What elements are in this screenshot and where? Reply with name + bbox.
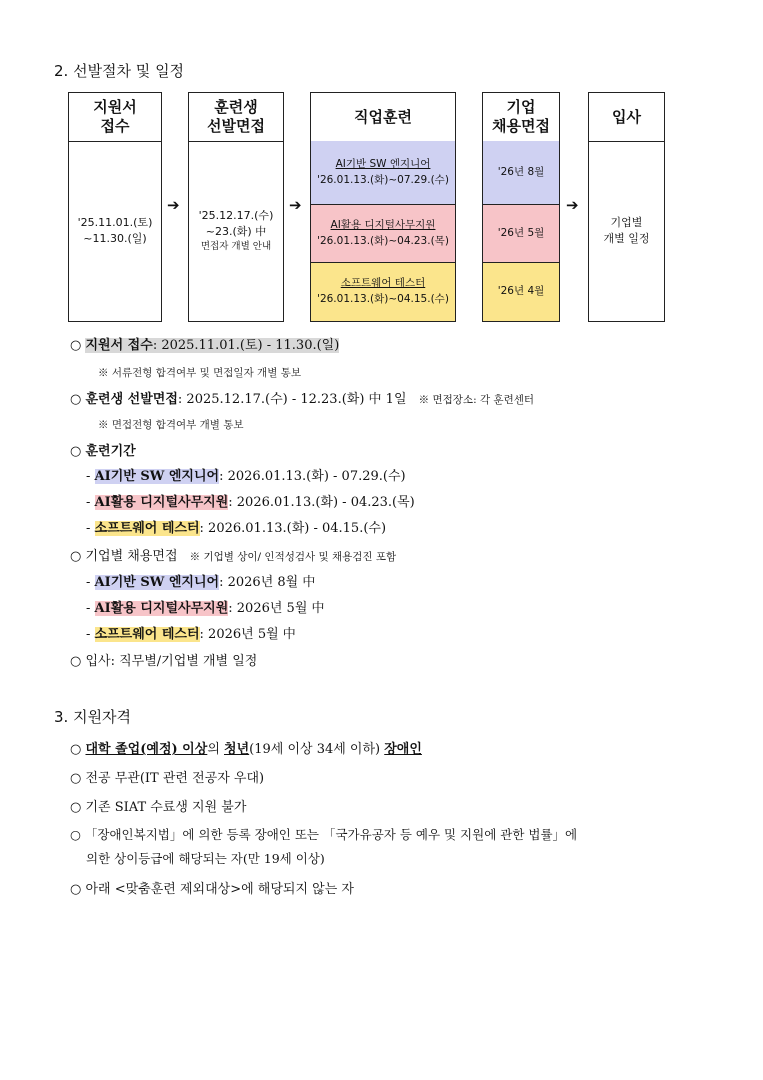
track-name: 소프트웨어 테스터 — [94, 521, 200, 536]
item-side-note: ※ 면접장소: 각 훈련센터 — [418, 394, 534, 406]
training-period-row — [86, 517, 386, 536]
track-name: AI기반 SW 엔지니어 — [94, 575, 220, 590]
track-value: : 2026.01.13.(화) - 04.23.(목) — [228, 495, 415, 510]
track-name: AI기반 SW 엔지니어 — [94, 469, 220, 484]
company-row-sw-tester — [483, 263, 559, 321]
qualification-education: 대학 졸업(예정) 이상 — [85, 742, 208, 757]
qualification-item — [70, 767, 264, 786]
flow-box-head — [189, 93, 283, 142]
bullet-icon: ○ — [70, 771, 82, 786]
dash: - — [86, 495, 91, 510]
track-value: : 2026.01.13.(화) - 07.29.(수) — [219, 469, 406, 484]
text-fragment: 의 — [207, 742, 225, 757]
flow-arrow-icon: ➔ — [289, 196, 302, 214]
bullet-icon: ○ — [70, 392, 82, 407]
bullet-icon: ○ — [70, 742, 82, 757]
training-name: 소프트웨어 테스터 — [340, 277, 426, 290]
training-name: AI기반 SW 엔지니어 — [335, 157, 431, 170]
qualification-item — [70, 878, 354, 897]
item-text: 「장애인복지법」에 의한 등록 장애인 또는 「국가유공자 등 예우 및 지원에 관한 법률」에 — [84, 827, 578, 842]
flow-arrow-icon: ➔ — [167, 196, 180, 214]
item-side-note: ※ 기업별 상이/ 인적성검사 및 채용검진 포함 — [189, 551, 397, 563]
flow-box-apply — [68, 92, 162, 322]
flow-box-hire — [588, 92, 665, 322]
text-fragment: (19세 이상 34세 이하) — [249, 742, 385, 757]
item-value: : 2025.11.01.(토) - 11.30.(일) — [152, 338, 340, 353]
flow-box-head — [589, 93, 664, 142]
training-row-ai-sw — [311, 141, 455, 205]
qualification-youth: 청년 — [224, 742, 250, 757]
flow-box-interview — [188, 92, 284, 322]
flow-body-line: 개별 일정 — [603, 232, 650, 245]
flow-head-line: 접수 — [100, 117, 130, 135]
flow-body-line: 면접자 개별 안내 — [200, 241, 272, 253]
qualification-item — [70, 738, 422, 757]
dash: - — [86, 575, 91, 590]
item-company-interview — [70, 545, 396, 564]
item-apply — [70, 334, 339, 353]
company-month: '26년 5월 — [497, 226, 545, 239]
company-row-ai-sw — [483, 141, 559, 205]
qualification-disability: 장애인 — [384, 742, 422, 757]
dash: - — [86, 469, 91, 484]
item-text: 아래 <맞춤훈련 제외대상>에 해당되지 않는 자 — [85, 882, 354, 897]
track-name: AI활용 디지털사무지원 — [94, 495, 229, 510]
qualification-item — [70, 825, 577, 843]
bullet-icon: ○ — [70, 882, 82, 897]
item-label: 기업별 채용면접 — [85, 549, 178, 564]
flow-body-line: '25.12.17.(수) — [198, 209, 274, 223]
training-row-ai-office — [311, 205, 455, 263]
bullet-icon: ○ — [70, 549, 82, 564]
bullet-icon: ○ — [70, 800, 82, 815]
section-title-3: 3. 지원자격 — [54, 708, 132, 726]
training-row-sw-tester — [311, 263, 455, 321]
flow-head-line: 채용면접 — [492, 117, 550, 135]
flow-head-line: 직업훈련 — [354, 107, 412, 126]
item-text: 전공 무관(IT 관련 전공자 우대) — [85, 771, 265, 786]
bullet-icon: ○ — [70, 338, 82, 353]
company-interview-row — [86, 623, 296, 642]
track-value: : 2026년 5월 中 — [228, 601, 325, 616]
item-value: : 2025.12.17.(수) - 12.23.(화) 中 1일 — [177, 392, 407, 407]
flow-box-body — [189, 141, 283, 321]
flow-body-line: 기업별 — [610, 216, 643, 230]
track-name: 소프트웨어 테스터 — [94, 627, 200, 642]
item-training — [70, 440, 136, 459]
item-text: 입사: 직무별/기업별 개별 일정 — [85, 654, 258, 669]
bullet-icon: ○ — [70, 444, 82, 459]
dash: - — [86, 521, 91, 536]
flow-head-line: 지원서 — [93, 98, 137, 117]
item-note: ※ 서류전형 합격여부 및 면접일자 개별 통보 — [98, 367, 301, 379]
training-period-row — [86, 465, 406, 484]
qualification-item — [70, 796, 246, 815]
flow-arrow-icon: ➔ — [566, 196, 579, 214]
section-title-2: 2. 선발절차 및 일정 — [54, 62, 185, 80]
flow-box-body — [589, 141, 664, 321]
company-row-ai-office — [483, 205, 559, 263]
bullet-icon: ○ — [70, 654, 82, 669]
flow-body-line: '25.11.01.(토) — [77, 216, 153, 230]
training-period-row — [86, 491, 415, 510]
training-period: '26.01.13.(화)~04.15.(수) — [317, 293, 449, 305]
track-value: : 2026.01.13.(화) - 04.15.(수) — [199, 521, 387, 536]
item-label: 훈련기간 — [85, 444, 136, 459]
item-label: 지원서 접수 — [85, 338, 153, 353]
training-period: '26.01.13.(화)~04.23.(목) — [317, 234, 449, 247]
training-period: '26.01.13.(화)~07.29.(수) — [317, 173, 449, 186]
flow-box-head — [483, 93, 559, 142]
flow-box-training — [310, 92, 456, 322]
flow-box-body — [69, 141, 161, 321]
track-value: : 2026년 8월 中 — [219, 575, 316, 590]
item-text: 기존 SIAT 수료생 지원 불가 — [85, 800, 247, 815]
company-interview-row — [86, 571, 315, 590]
item-interview — [70, 388, 534, 407]
flow-head-line: 훈련생 — [214, 98, 258, 117]
item-label: 훈련생 선발면접 — [85, 392, 178, 407]
flow-body-line: ~11.30.(일) — [83, 232, 147, 245]
qualification-item-continued: 의한 상이등급에 해당되는 자(만 19세 이상) — [86, 851, 325, 866]
track-name: AI활용 디지털사무지원 — [94, 601, 229, 616]
company-month: '26년 4월 — [497, 285, 545, 298]
dash: - — [86, 601, 91, 616]
bullet-icon: ○ — [70, 827, 81, 842]
flow-box-company-interview — [482, 92, 560, 322]
item-hire — [70, 650, 257, 669]
company-interview-row — [86, 597, 325, 616]
track-value: : 2026년 5월 中 — [199, 627, 296, 642]
company-month: '26년 8월 — [497, 165, 545, 178]
dash: - — [86, 627, 91, 642]
flow-body-line: ~23.(화) 中 — [205, 225, 267, 239]
flow-head-line: 선발면접 — [207, 117, 265, 135]
flow-box-head — [69, 93, 161, 142]
training-name: AI활용 디지털사무지원 — [330, 218, 436, 231]
item-note: ※ 면접전형 합격여부 개별 통보 — [98, 419, 244, 431]
flow-head-line: 기업 — [506, 98, 536, 117]
flow-box-head — [311, 93, 455, 142]
flow-head-line: 입사 — [612, 107, 641, 126]
